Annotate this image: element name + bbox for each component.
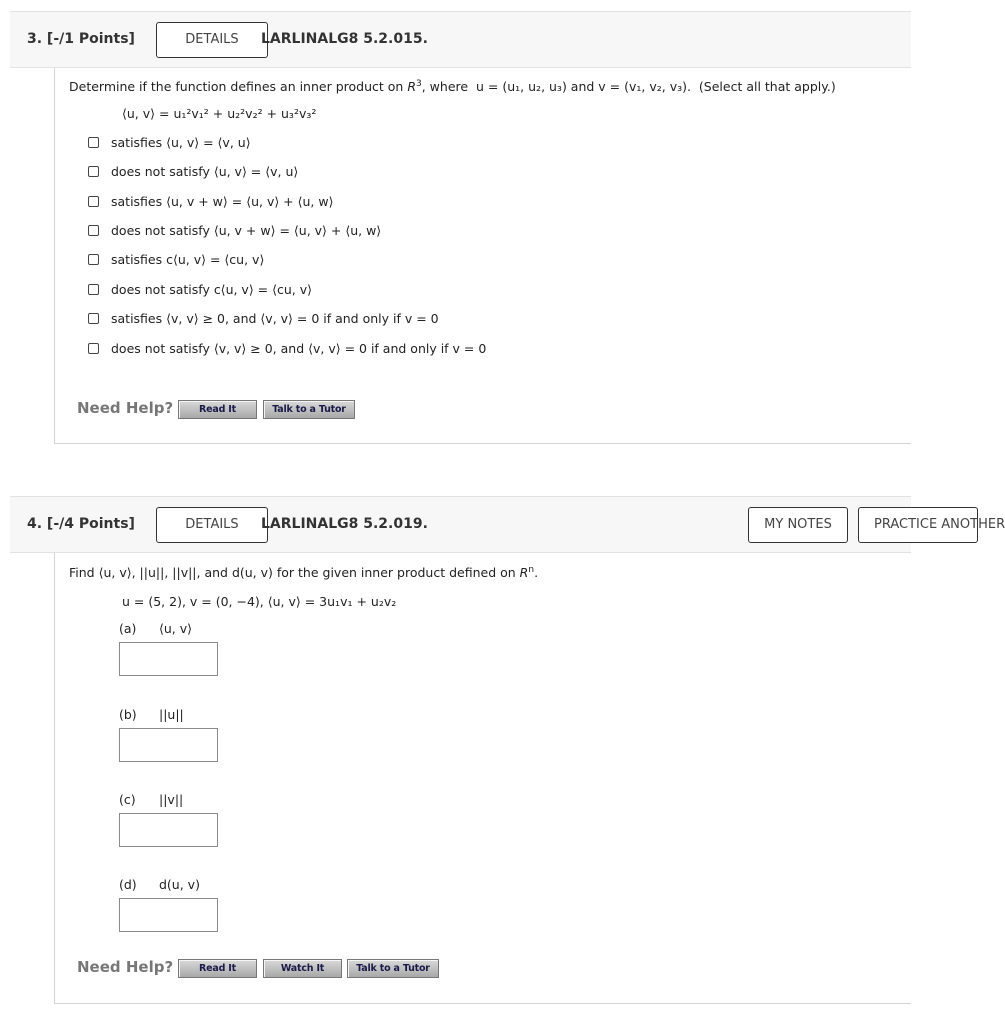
question-4-prompt: Find ⟨u, v⟩, ||u||, ||v||, and d(u, v) for the given inner product defined on $R^n$. xyxy=(69,565,539,581)
question-3-talk-tutor-button[interactable]: Talk to a Tutor xyxy=(263,400,355,419)
part-d-answer-input[interactable] xyxy=(119,898,218,932)
part-d-label: (d) xyxy=(119,877,137,892)
option-7-checkbox[interactable] xyxy=(88,313,99,324)
option-5-checkbox[interactable] xyxy=(88,254,99,265)
question-4-header xyxy=(10,496,1005,553)
question-4-given: u = (5, 2), v = (0, −4), ⟨u, v⟩ = 3u₁v₁ + u₂v₂ xyxy=(122,594,397,609)
question-4-code: LARLINALG8 5.2.019. xyxy=(261,516,428,532)
part-b-label: (b) xyxy=(119,707,137,722)
part-c-answer-input[interactable] xyxy=(119,813,218,847)
question-3-prompt: Determine if the function defines an inner product on $R^3$, where u = (u₁, u₂, u₃) and v = (v₁, v₂, v₃). (Select all that apply.) xyxy=(69,79,836,95)
option-5-label: satisfies c⟨u, v⟩ = ⟨cu, v⟩ xyxy=(111,252,265,267)
part-a-answer-input[interactable] xyxy=(119,642,218,676)
option-1-label: satisfies ⟨u, v⟩ = ⟨v, u⟩ xyxy=(111,135,251,150)
question-4-watch-it-button[interactable]: Watch It xyxy=(263,959,342,978)
question-3-read-it-button[interactable]: Read It xyxy=(178,400,257,419)
question-3-code: LARLINALG8 5.2.015. xyxy=(261,31,428,47)
option-8-checkbox[interactable] xyxy=(88,343,99,354)
option-6-label: does not satisfy c⟨u, v⟩ = ⟨cu, v⟩ xyxy=(111,282,313,297)
question-4-talk-tutor-button[interactable]: Talk to a Tutor xyxy=(347,959,439,978)
option-3-checkbox[interactable] xyxy=(88,196,99,207)
question-4-body xyxy=(54,553,911,1004)
option-4-checkbox[interactable] xyxy=(88,225,99,236)
question-4-details-button[interactable]: DETAILS xyxy=(156,507,268,543)
question-4-number: 4. [-/4 Points] xyxy=(27,516,135,532)
practice-another-button[interactable] xyxy=(858,507,1005,543)
question-3-need-help: Need Help? xyxy=(77,399,174,417)
part-b-expr: ||u|| xyxy=(159,707,184,722)
option-3-label: satisfies ⟨u, v + w⟩ = ⟨u, v⟩ + ⟨u, w⟩ xyxy=(111,194,334,209)
part-c-expr: ||v|| xyxy=(159,792,184,807)
option-2-label: does not satisfy ⟨u, v⟩ = ⟨v, u⟩ xyxy=(111,164,299,179)
option-6-checkbox[interactable] xyxy=(88,284,99,295)
part-b-answer-input[interactable] xyxy=(119,728,218,762)
question-4-need-help: Need Help? xyxy=(77,958,174,976)
part-d-expr: d(u, v) xyxy=(159,877,200,892)
question-3-formula: ⟨u, v⟩ = u₁²v₁² + u₂²v₂² + u₃²v₃² xyxy=(122,106,317,121)
question-3-details-button[interactable]: DETAILS xyxy=(156,22,268,58)
option-7-label: satisfies ⟨v, v⟩ ≥ 0, and ⟨v, v⟩ = 0 if and only if v = 0 xyxy=(111,311,439,326)
question-3-number: 3. [-/1 Points] xyxy=(27,31,135,47)
option-2-checkbox[interactable] xyxy=(88,166,99,177)
question-3-header xyxy=(10,11,911,68)
option-4-label: does not satisfy ⟨u, v + w⟩ = ⟨u, v⟩ + ⟨u, w⟩ xyxy=(111,223,382,238)
part-c-label: (c) xyxy=(119,792,136,807)
option-8-label: does not satisfy ⟨v, v⟩ ≥ 0, and ⟨v, v⟩ = 0 if and only if v = 0 xyxy=(111,341,487,356)
practice-another-label: PRACTICE ANOTHER xyxy=(874,517,1005,532)
my-notes-button[interactable]: MY NOTES xyxy=(748,507,848,543)
question-4-read-it-button[interactable]: Read It xyxy=(178,959,257,978)
question-3-body xyxy=(54,68,911,444)
part-a-label: (a) xyxy=(119,621,137,636)
option-1-checkbox[interactable] xyxy=(88,137,99,148)
part-a-expr: ⟨u, v⟩ xyxy=(159,621,193,636)
